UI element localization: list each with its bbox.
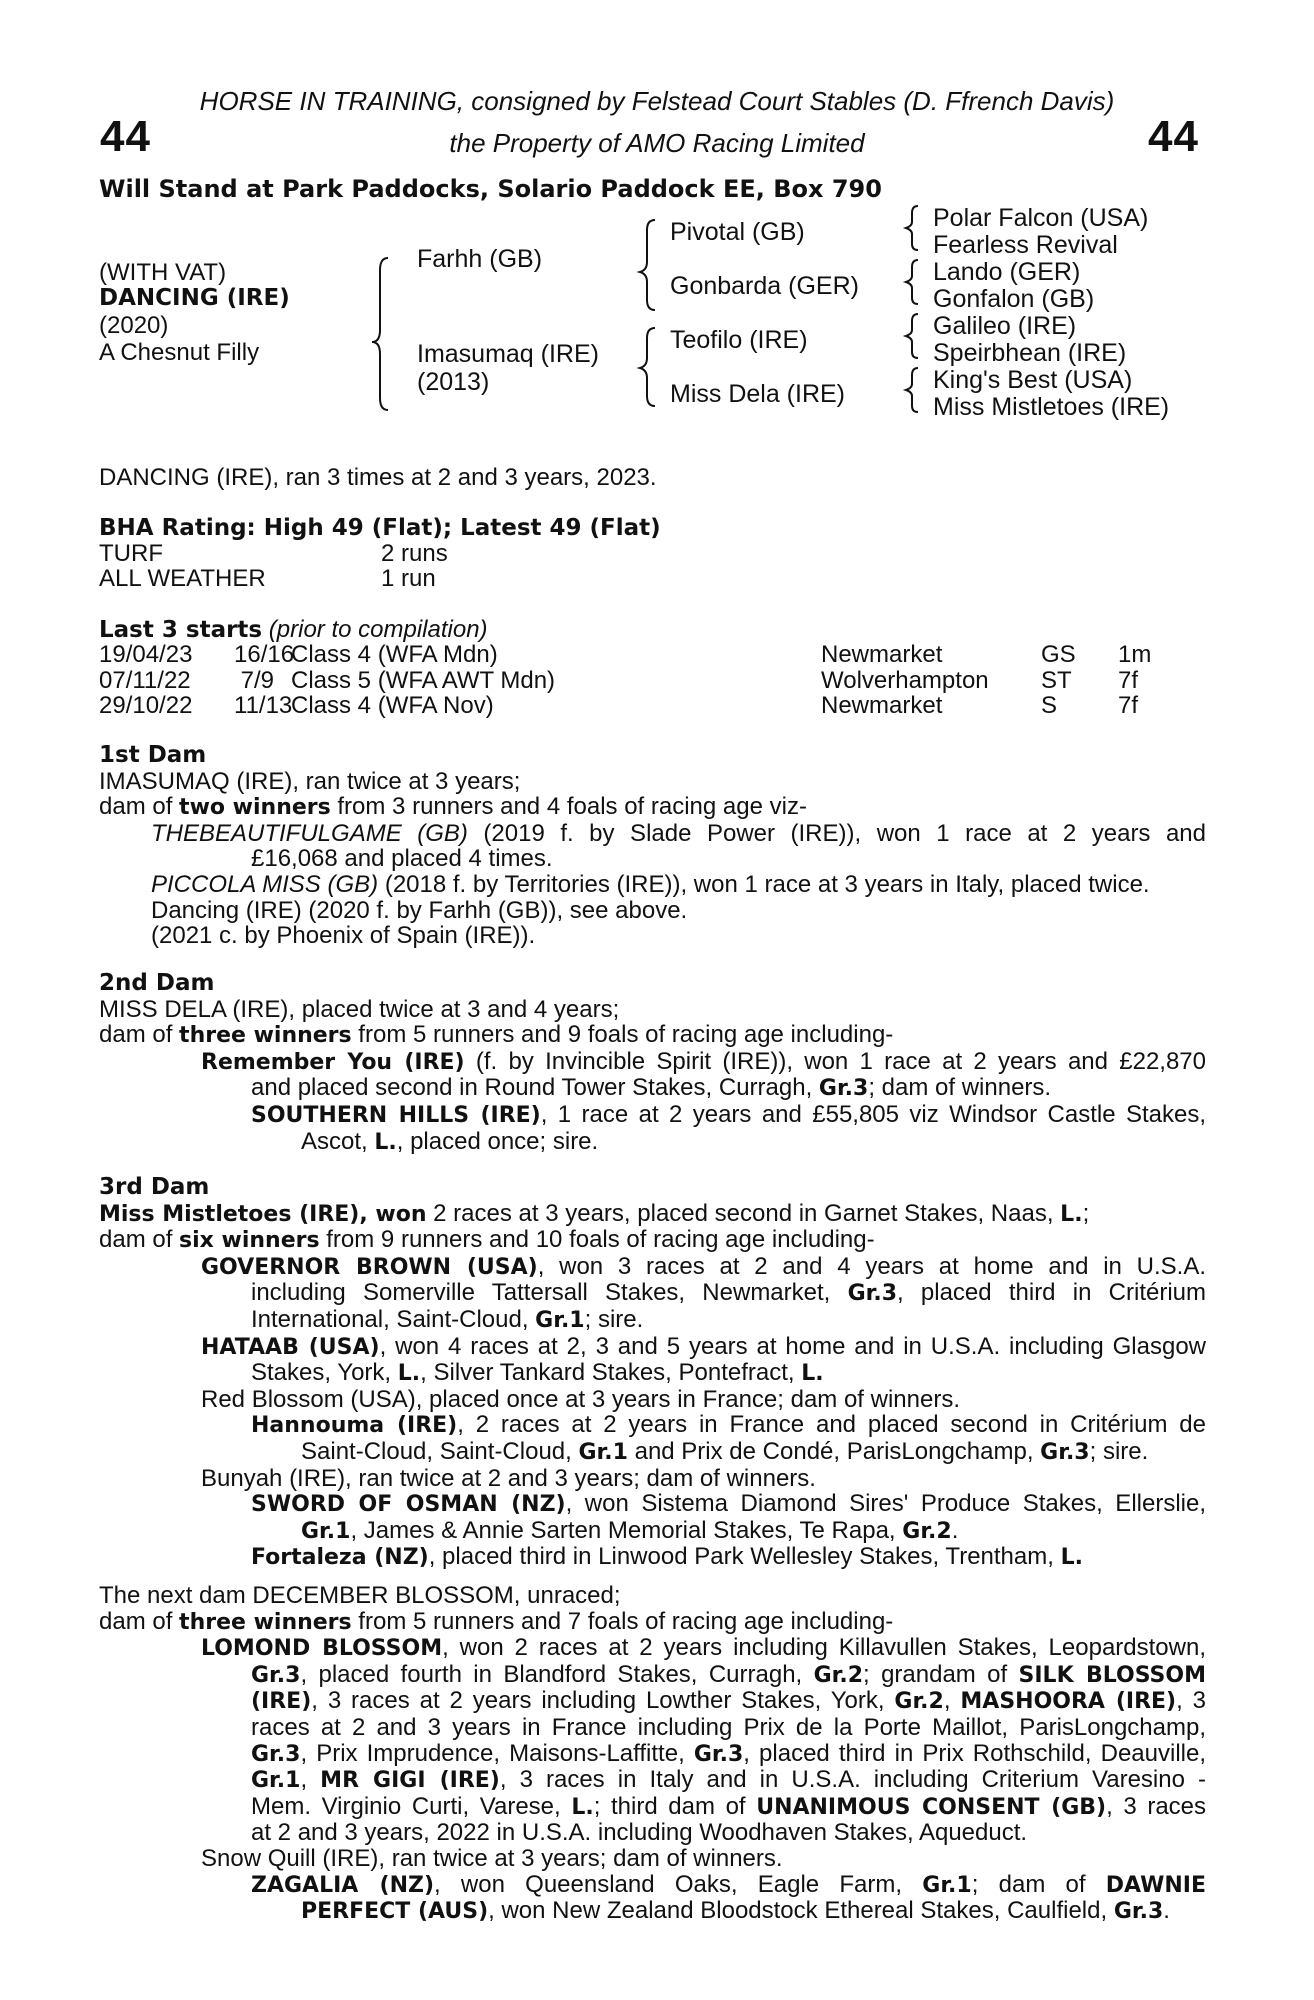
start-date: 19/04/23 [99,641,193,668]
last-starts-note: (prior to compilation) [268,616,488,643]
start-going: ST [1041,666,1072,694]
governor-brown-cont2: International, Saint-Cloud, Gr.1; sire. [251,1305,644,1333]
last-starts-title: Last 3 starts [99,617,263,643]
brace-g3 [906,314,918,358]
hannouma-cont: Saint-Cloud, Saint-Cloud, Gr.1 and Prix de Condé, ParisLongchamp, Gr.3; sire. [301,1437,1149,1465]
third-dam-title: 3rd Dam [99,1174,210,1200]
start-going: S [1041,692,1058,719]
zagalia-cont: PERFECT (AUS), won New Zealand Bloodstock Ethereal Stakes, Caulfield, Gr.3. [301,1897,1170,1925]
start-date: 07/11/22 [99,666,191,694]
dam-dam: Miss Dela (IRE) [670,380,846,408]
next-dam-line: The next dam DECEMBER BLOSSOM, unraced; [99,1582,621,1609]
second-dam-section [99,971,1206,1155]
lomond-blossom-cont4: Gr.3, Prix Imprudence, Maisons-Laffitte, Gr.3, placed third in Prix Rothschild, Deauville, [251,1739,1207,1767]
first-dam-title: 1st Dam [99,742,207,768]
bunyah-entry: Bunyah (IRE), ran twice at 2 and 3 years; dam of winners. [201,1464,816,1492]
second-dam-title: 2nd Dam [99,970,215,996]
ancestor-8: Miss Mistletoes (IRE) [933,393,1170,421]
sire-brace [640,220,655,310]
dam-year: (2013) [417,368,490,396]
start-dist: 7f [1118,692,1139,719]
southern-hills-cont: Ascot, L., placed once; sire. [301,1127,599,1155]
dam-sire: Teofilo (IRE) [670,326,808,354]
start-race: Class 5 (WFA AWT Mdn) [291,666,556,694]
aw-value: 1 run [381,565,436,592]
ancestor-3: Lando (GER) [933,258,1081,286]
last-starts-heading [99,617,488,644]
ancestor-6: Speirbhean (IRE) [933,339,1127,367]
lomond-blossom-entry: LOMOND BLOSSOM, won 2 races at 2 years including Killavullen Stakes, Leopardstown, [201,1634,1207,1662]
governor-brown-entry: GOVERNOR BROWN (USA), won 3 races at 2 and 4 years at home and in U.S.A. [201,1252,1206,1280]
lomond-blossom-cont3: races at 2 and 3 years in France including Prix de la Porte Maillot, ParisLongchamp, [251,1713,1206,1741]
sire-name: Farhh (GB) [417,245,543,273]
sword-of-osman-cont: Gr.1, James & Annie Sarten Memorial Stakes, Te Rapa, Gr.2. [301,1516,959,1544]
fortaleza-entry: Fortaleza (NZ), placed third in Linwood Park Wellesley Stakes, Trentham, L. [251,1543,1083,1571]
hannouma-entry: Hannouma (IRE), 2 races at 2 years in France and placed second in Critérium de [251,1411,1206,1439]
third-dam-line: Miss Mistletoes (IRE), won 2 races at 3 years, placed second in Garnet Stakes, Naas, L.; [99,1199,1090,1227]
start-race: Class 4 (WFA Nov) [291,692,494,719]
zagalia-entry: ZAGALIA (NZ), won Queensland Oaks, Eagle Farm, Gr.1; dam of DAWNIE [251,1870,1206,1898]
lomond-blossom-cont7: at 2 and 3 years, 2022 in U.S.A. including Woodhaven Stakes, Aqueduct. [251,1819,1028,1847]
first-dam-produce-line: dam of two winners from 3 runners and 4 foals of racing age viz- [99,793,807,821]
lomond-blossom-cont5: Gr.1, MR GIGI (IRE), 3 races in Italy and in U.S.A. including Criterium Varesino - [251,1766,1206,1794]
third-dam-produce-line: dam of six winners from 9 runners and 10 foals of racing age including- [99,1226,875,1254]
aw-label: ALL WEATHER [99,565,266,592]
first-dam-line: IMASUMAQ (IRE), ran twice at 3 years; [99,767,521,795]
start-dist: 1m [1118,641,1152,668]
lot-number-left: 44 [100,112,151,161]
turf-label: TURF [99,540,163,567]
second-dam-line: MISS DELA (IRE), placed twice at 3 and 4 years; [99,995,620,1023]
lot-number-right: 44 [1148,112,1199,161]
brace-g1 [906,206,918,250]
start-pos: 16/16 [234,641,295,668]
ancestor-2: Fearless Revival [933,231,1118,259]
brace-g2 [906,260,918,304]
remember-you-cont: and placed second in Round Tower Stakes, Curragh, Gr.3; dam of winners. [251,1074,1052,1102]
produce-piccola-miss: PICCOLA MISS (GB) (2018 f. by Territories (IRE)), won 1 race at 3 years in Italy, placed twice. [151,870,1150,898]
ancestor-7: King's Best (USA) [933,366,1133,394]
lomond-blossom-cont1: Gr.3, placed fourth in Blandford Stakes, Curragh, Gr.2; grandam of SILK BLOSSOM [251,1660,1206,1688]
start-pos: 11/13 [234,692,293,719]
third-dam-section [99,1175,1206,1571]
start-course: Newmarket [821,641,943,668]
snow-quill-entry: Snow Quill (IRE), ran twice at 3 years; dam of winners. [201,1844,783,1872]
start-course: Wolverhampton [821,666,989,694]
vat-note: (WITH VAT) [99,259,227,286]
brace-g4 [906,368,918,412]
lomond-blossom-cont6: Mem. Virginio Curti, Varese, L.; third dam of UNANIMOUS CONSENT (GB), 3 races [251,1792,1207,1820]
lomond-blossom-cont2: (IRE), 3 races at 2 years including Lowther Stakes, York, Gr.2, MASHOORA (IRE), 3 [251,1687,1206,1715]
governor-brown-cont1: including Somerville Tattersall Stakes, Newmarket, Gr.3, placed third in Critérium [251,1279,1206,1307]
sire-dam: Gonbarda (GER) [670,272,859,300]
main-brace [372,258,388,410]
hataab-cont: Stakes, York, L., Silver Tankard Stakes, Pontefract, L. [251,1359,824,1387]
produce-thebeautifulgame: THEBEAUTIFULGAME (GB) (2019 f. by Slade Power (IRE)), won 1 race at 2 years and [151,819,1207,847]
property-line: the Property of AMO Racing Limited [449,128,865,158]
dam-brace [640,328,655,406]
sire-sire: Pivotal (GB) [670,218,805,246]
remember-you-entry: Remember You (IRE) (f. by Invincible Spirit (IRE)), won 1 race at 2 years and £22,870 [201,1047,1206,1075]
start-date: 29/10/22 [99,692,193,719]
first-dam-section [99,743,1206,949]
red-blossom-entry: Red Blossom (USA), placed once at 3 years in France; dam of winners. [201,1385,960,1413]
bha-rating: BHA Rating: High 49 (Flat); Latest 49 (Flat) [99,515,661,541]
ancestor-1: Polar Falcon (USA) [933,204,1149,232]
dam-name: Imasumaq (IRE) [417,340,599,368]
horse-description: A Chesnut Filly [99,339,260,366]
horse-year: (2020) [99,312,169,339]
horse-name: DANCING (IRE) [99,285,290,311]
consignor-line: HORSE IN TRAINING, consigned by Felstead Court Stables (D. Ffrench Davis) [199,86,1115,116]
start-going: GS [1041,641,1076,668]
ancestor-5: Galileo (IRE) [933,312,1077,340]
start-dist: 7f [1118,666,1139,694]
start-pos: 7/9 [240,666,274,694]
produce-2021-colt: (2021 c. by Phoenix of Spain (IRE)). [151,922,536,950]
stand-location: Will Stand at Park Paddocks, Solario Paddock EE, Box 790 [99,175,882,203]
next-dam-produce-line: dam of three winners from 5 runners and 7 foals of racing age including- [99,1607,894,1635]
next-dam-section [99,1583,1206,1925]
southern-hills-entry: SOUTHERN HILLS (IRE), 1 race at 2 years and £55,805 viz Windsor Castle Stakes, [251,1100,1206,1128]
ancestor-4: Gonfalon (GB) [933,285,1095,313]
start-course: Newmarket [821,692,943,719]
produce-thebeautifulgame-cont: £16,068 and placed 4 times. [251,845,553,873]
turf-value: 2 runs [381,540,448,567]
race-summary: DANCING (IRE), ran 3 times at 2 and 3 years, 2023. [99,464,657,491]
start-race: Class 4 (WFA Mdn) [291,641,498,668]
sword-of-osman-entry: SWORD OF OSMAN (NZ), won Sistema Diamond Sires' Produce Stakes, Ellerslie, [251,1490,1207,1518]
produce-dancing: Dancing (IRE) (2020 f. by Farhh (GB)), see above. [151,896,688,924]
second-dam-produce-line: dam of three winners from 5 runners and 9 foals of racing age including- [99,1021,894,1049]
hataab-entry: HATAAB (USA), won 4 races at 2, 3 and 5 years at home and in U.S.A. including Glasgow [201,1332,1206,1360]
